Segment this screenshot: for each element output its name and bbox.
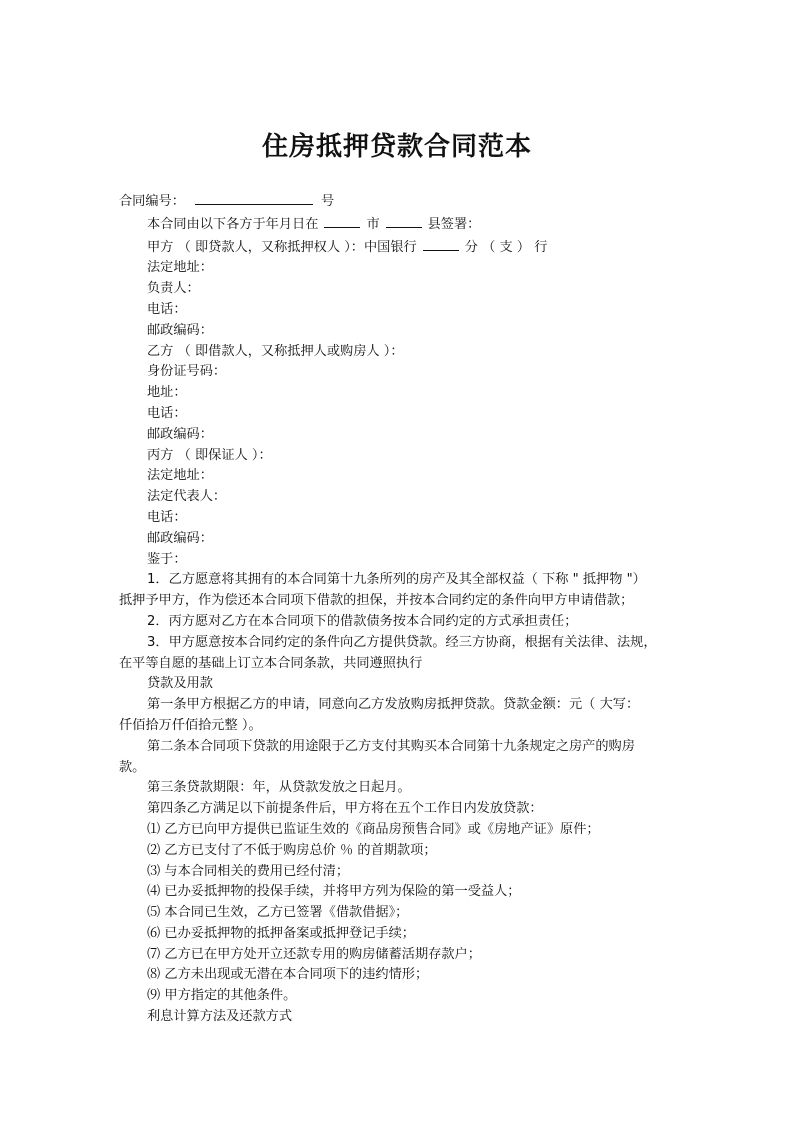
contract-number-line [119,190,679,213]
party-c-field: 邮政编码： [147,530,213,546]
party-b-field: 电话： [147,405,187,421]
condition-item: ⑶ 与本合同相关的费用已经付清； [147,863,350,879]
contract-number-blank [195,190,313,205]
signing-city-unit: 市 [366,216,380,232]
condition-item: ⑸ 本合同已生效，乙方已签署《借款借据》； [147,905,409,921]
article-2-first: 第二条本合同项下贷款的用途限于乙方支付其购买本合同第十九条规定之房产的购房 [147,738,635,754]
article-1-first: 第一条甲方根据乙方的申请，同意向乙方发放购房抵押贷款。贷款金额：元（ 大写： [147,697,640,713]
party-a-field: 电话： [147,301,187,317]
whereas-heading: 鉴于： [147,551,187,567]
section-interest-heading: 利息计算方法及还款方式 [147,1009,293,1025]
signing-county-unit: 县签署： [427,216,481,232]
article-4: 第四条乙方满足以下前提条件后，甲方将在五个工作日内发放贷款： [147,801,543,817]
party-c-field: 电话： [147,509,187,525]
party-a-field: 邮政编码： [147,322,213,338]
condition-item: ⑻ 乙方未出现或无潜在本合同项下的违约情形； [147,967,429,983]
whereas-item-1-first: 1．乙方愿意将其拥有的本合同第十九条所列的房产及其全部权益（ 下称 " 抵押物 "） [147,572,646,588]
condition-item: ⑴ 乙方已向甲方提供已监证生效的《商品房预售合同》或《房地产证》原件； [147,821,600,837]
party-b-field: 地址： [147,385,187,401]
section-loan-heading: 贷款及用款 [147,676,213,692]
article-1-rest: 仟佰拾万仟佰拾元整 ）。 [119,717,262,733]
party-a-prefix: 甲方 （ 即贷款人，又称抵押权人 ）：中国银行 [147,239,417,255]
whereas-item-3-rest: 在平等自愿的基础上订立本合同条款，共同遵照执行 [119,655,423,671]
party-c-field: 法定地址： [147,468,213,484]
party-b-field: 邮政编码： [147,426,213,442]
county-blank [386,213,422,228]
signing-prefix: 本合同由以下各方于年月日在 [147,216,319,232]
article-2-rest: 款。 [119,759,146,775]
contract-number-suffix: 号 [320,194,335,209]
party-b-field: 身份证号码： [147,364,227,380]
article-3: 第三条贷款期限：年，从贷款发放之日起月。 [147,780,411,796]
branch-blank [423,236,459,251]
party-a-field: 负责人： [147,281,200,297]
page-title: 住房抵押贷款合同范本 [261,132,532,162]
party-a-field: 法定地址： [147,260,213,276]
condition-item: ⑵ 乙方已支付了不低于购房总价 ％ 的首期款项； [147,842,437,858]
party-b-heading: 乙方 （ 即借款人，又称抵押人或购房人 ）： [147,343,404,359]
condition-item: ⑷ 已办妥抵押物的投保手续，并将甲方列为保险的第一受益人； [147,884,521,900]
party-c-heading: 丙方 （ 即保证人 ）： [147,447,272,463]
city-blank [324,213,360,228]
party-a-suffix: 分 （ 支 ） 行 [464,239,548,255]
contract-number-label: 合同编号： [119,194,185,209]
party-a-line [119,236,679,259]
signing-line [119,213,679,236]
whereas-item-3-first: 3．甲方愿意按本合同约定的条件向乙方提供贷款。经三方协商，根据有关法律、法规， [147,634,657,650]
whereas-item-2: 2．丙方愿对乙方在本合同项下的借款债务按本合同约定的方式承担责任； [147,613,578,629]
contract-body [119,190,679,1028]
condition-item: ⑼ 甲方指定的其他条件。 [147,988,297,1004]
condition-item: ⑺ 乙方已在甲方处开立还款专用的购房储蓄活期存款户； [147,946,481,962]
condition-item: ⑹ 已办妥抵押物的抵押备案或抵押登记手续； [147,925,415,941]
party-c-field: 法定代表人： [147,489,227,505]
whereas-item-1-rest: 抵押予甲方，作为偿还本合同项下借款的担保，并按本合同约定的条件向甲方申请借款； [119,593,634,609]
